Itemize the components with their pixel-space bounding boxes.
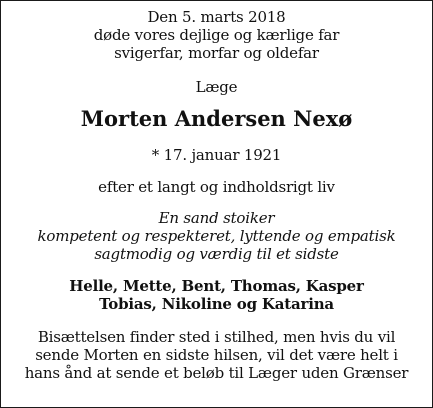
funeral-line-3: hans ånd at sende et beløb til Læger uden Grænser bbox=[24, 364, 409, 382]
mourners-line-1: Helle, Mette, Bent, Thomas, Kasper bbox=[69, 277, 364, 295]
mourners-line-2: Tobias, Nikoline og Katarina bbox=[99, 295, 334, 313]
birth-date: * 17. januar 1921 bbox=[151, 146, 282, 164]
life-summary: efter et langt og indholdsrigt liv bbox=[98, 178, 335, 196]
death-date: Den 5. marts 2018 bbox=[147, 8, 286, 26]
intro-relations: svigerfar, morfar og oldefar bbox=[114, 44, 319, 62]
profession-title: Læge bbox=[195, 78, 238, 96]
tribute-line-2: kompetent og respekteret, lyttende og empatisk bbox=[37, 227, 396, 245]
tribute-line-1: En sand stoiker bbox=[158, 209, 275, 227]
deceased-name: Morten Andersen Nexø bbox=[80, 106, 353, 131]
funeral-line-1: Bisættelsen finder sted i stilhed, men hvis du vil bbox=[37, 328, 396, 346]
intro-line: døde vores dejlige og kærlige far bbox=[93, 26, 340, 44]
tribute-line-3: sagtmodig og værdig til et sidste bbox=[94, 245, 339, 263]
funeral-line-2: sende Morten en sidste hilsen, vil det være helt i bbox=[35, 346, 398, 364]
